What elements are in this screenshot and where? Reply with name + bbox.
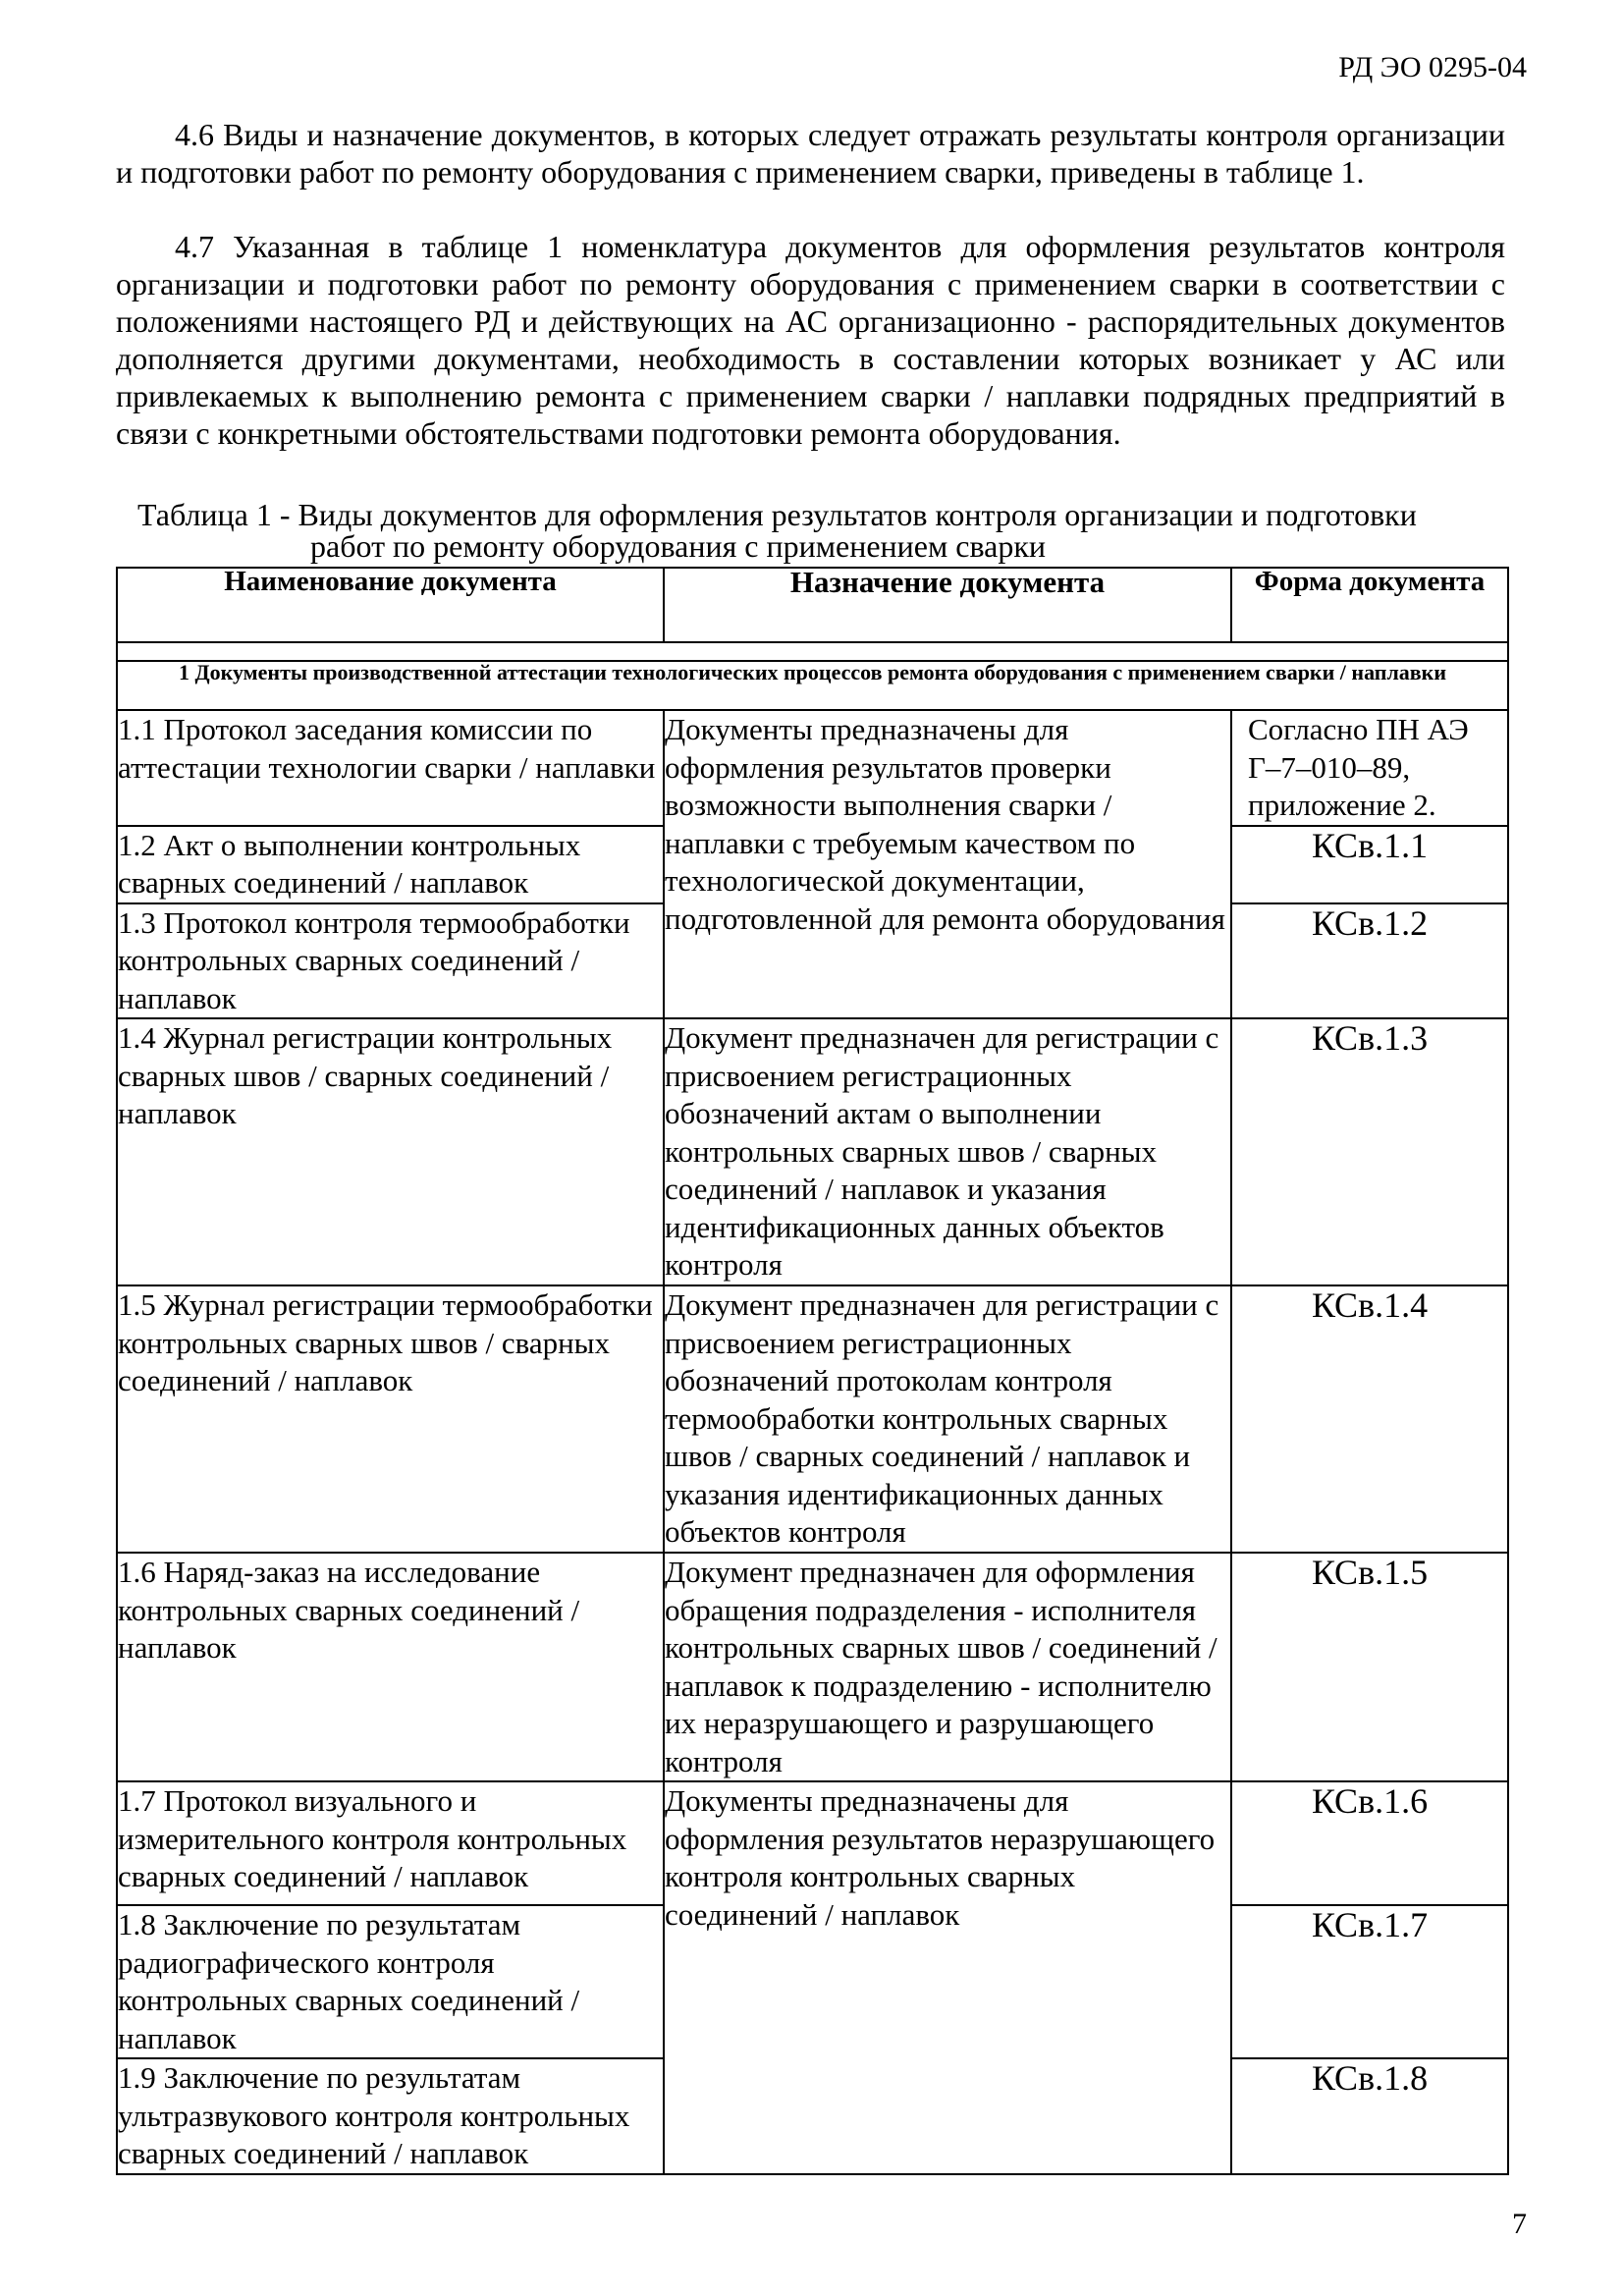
table-caption-line-2: работ по ремонту оборудования с применением сварки — [310, 528, 1046, 564]
documents-table — [116, 567, 1509, 2175]
table-caption — [137, 499, 1512, 562]
section-row — [117, 661, 1508, 710]
table-row — [117, 1553, 1508, 1781]
row-name: 1.6 Наряд-заказ на исследование контрольных сварных соединений / наплавок — [117, 1553, 664, 1781]
header-purpose: Назначение документа — [664, 568, 1231, 642]
section-title: 1 Документы производственной аттестации технологических процессов ремонта оборудования с применением сварки / наплавки — [117, 661, 1508, 710]
row-name: 1.3 Протокол контроля термообработки контрольных сварных соединений / наплавок — [117, 903, 664, 1019]
row-name: 1.8 Заключение по результатам радиографического контроля контрольных сварных соединений / наплавок — [117, 1905, 664, 2058]
row-form: КСв.1.8 — [1231, 2058, 1508, 2174]
row-purpose: Документ предназначен для регистрации с присвоением регистрационных обозначений протоколам контроля термообработки контрольных сварных швов / сварных соединений / наплавок и указания идентификационных данных объектов контроля — [664, 1285, 1231, 1553]
row-form: КСв.1.2 — [1231, 903, 1508, 1019]
table-caption-line-1: Таблица 1 - Виды документов для оформления результатов контроля организации и подготовки — [137, 497, 1417, 532]
row-name: 1.5 Журнал регистрации термообработки контрольных сварных швов / сварных соединений / наплавок — [117, 1285, 664, 1553]
row-name: 1.9 Заключение по результатам ультразвукового контроля контрольных сварных соединений / наплавок — [117, 2058, 664, 2174]
row-form: КСв.1.5 — [1231, 1553, 1508, 1781]
row-purpose: Документы предназначены для оформления результатов неразрушающего контроля контрольных сварных соединений / наплавок — [664, 1781, 1231, 2174]
table-row — [117, 1781, 1508, 1905]
row-name: 1.7 Протокол визуального и измерительного контроля контрольных сварных соединений / наплавок — [117, 1781, 664, 1905]
paragraph-4-6: 4.6 Виды и назначение документов, в которых следует отражать результаты контроля организации и подготовки работ по ремонту оборудования с применением сварки, приведены в таблице 1. — [116, 117, 1505, 190]
blank-row — [117, 642, 1508, 661]
table-row — [117, 1018, 1508, 1285]
row-purpose: Документ предназначен для оформления обращения подразделения - исполнителя контрольных сварных швов / соединений / наплавок к подразделению - исполнителю их неразрушающего и разрушающего контроля — [664, 1553, 1231, 1781]
paragraph-4-7: 4.7 Указанная в таблице 1 номенклатура документов для оформления результатов контроля организации и подготовки работ по ремонту оборудования с применением сварки в соответствии с положениями настоящего РД и действующих на АС организационно - распорядительных документов дополняется другими документами, необходимость в составлении которых возникает у АС или привлекаемых к выполнению ремонта с применением сварки / наплавки подрядных предприятий в связи с конкретными обстоятельствами подготовки ремонта оборудования. — [116, 229, 1505, 451]
header-form: Форма документа — [1231, 568, 1508, 642]
row-name: 1.2 Акт о выполнении контрольных сварных соединений / наплавок — [117, 826, 664, 903]
row-form: Согласно ПН АЭ Г–7–010–89, приложение 2. — [1231, 710, 1508, 826]
table-row — [117, 710, 1508, 826]
row-purpose: Документы предназначены для оформления результатов проверки возможности выполнения сварки / наплавки с требуемым качеством по технологической документации, подготовленной для ремонта оборудования — [664, 710, 1231, 1018]
row-form: КСв.1.7 — [1231, 1905, 1508, 2058]
row-form: КСв.1.6 — [1231, 1781, 1508, 1905]
row-name: 1.1 Протокол заседания комиссии по аттестации технологии сварки / наплавки — [117, 710, 664, 826]
header-name: Наименование документа — [117, 568, 664, 642]
table-header-row — [117, 568, 1508, 642]
row-form: КСв.1.1 — [1231, 826, 1508, 903]
table-row — [117, 1285, 1508, 1553]
row-purpose: Документ предназначен для регистрации с присвоением регистрационных обозначений актам о выполнении контрольных сварных швов / сварных соединений / наплавок и указания идентификационных данных объектов контроля — [664, 1018, 1231, 1285]
row-name: 1.4 Журнал регистрации контрольных сварных швов / сварных соединений / наплавок — [117, 1018, 664, 1285]
row-form: КСв.1.3 — [1231, 1018, 1508, 1285]
document-code: РД ЭО 0295-04 — [1338, 51, 1527, 83]
row-form: КСв.1.4 — [1231, 1285, 1508, 1553]
page-number: 7 — [1512, 2208, 1527, 2240]
